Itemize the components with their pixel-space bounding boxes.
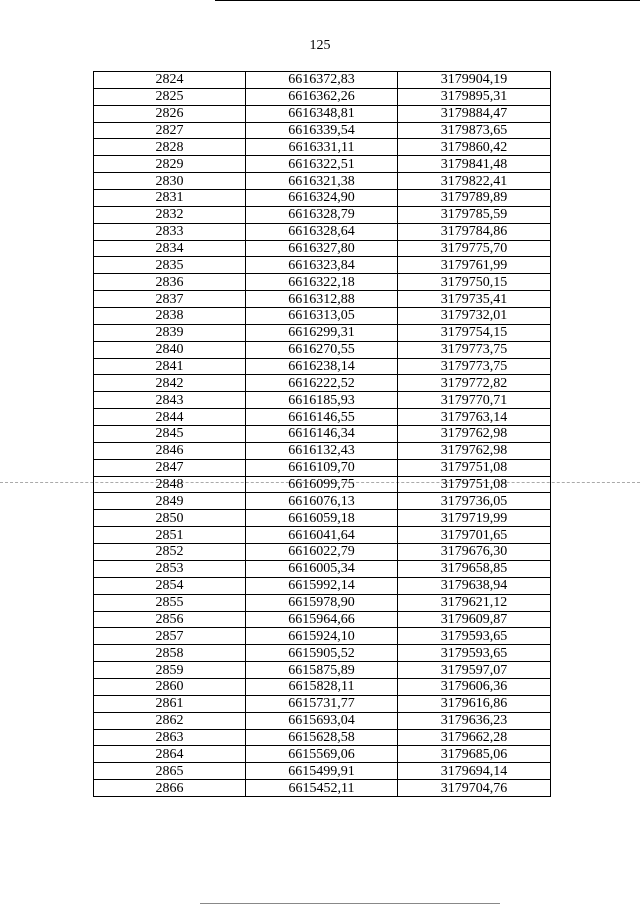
point-number-cell: 2826 bbox=[94, 105, 246, 122]
point-number-cell: 2865 bbox=[94, 763, 246, 780]
y-coordinate-cell: 3179904,19 bbox=[398, 72, 551, 89]
x-coordinate-cell: 6616322,18 bbox=[246, 274, 398, 291]
point-number-cell: 2832 bbox=[94, 206, 246, 223]
x-coordinate-cell: 6616331,11 bbox=[246, 139, 398, 156]
y-coordinate-cell: 3179770,71 bbox=[398, 392, 551, 409]
x-coordinate-cell: 6615924,10 bbox=[246, 628, 398, 645]
y-coordinate-cell: 3179736,05 bbox=[398, 493, 551, 510]
x-coordinate-cell: 6616328,64 bbox=[246, 223, 398, 240]
point-number-cell: 2859 bbox=[94, 662, 246, 679]
page-number: 125 bbox=[309, 38, 331, 53]
y-coordinate-cell: 3179784,86 bbox=[398, 223, 551, 240]
table-row bbox=[94, 240, 551, 257]
table-row bbox=[94, 190, 551, 207]
x-coordinate-cell: 6616322,51 bbox=[246, 156, 398, 173]
point-number-cell: 2848 bbox=[94, 476, 246, 493]
point-number-cell: 2853 bbox=[94, 560, 246, 577]
x-coordinate-cell: 6616109,70 bbox=[246, 459, 398, 476]
y-coordinate-cell: 3179609,87 bbox=[398, 611, 551, 628]
table-row bbox=[94, 746, 551, 763]
point-number-cell: 2831 bbox=[94, 190, 246, 207]
x-coordinate-cell: 6616348,81 bbox=[246, 105, 398, 122]
y-coordinate-cell: 3179597,07 bbox=[398, 662, 551, 679]
x-coordinate-cell: 6616076,13 bbox=[246, 493, 398, 510]
point-number-cell: 2851 bbox=[94, 527, 246, 544]
table-row bbox=[94, 628, 551, 645]
table-row bbox=[94, 476, 551, 493]
x-coordinate-cell: 6615875,89 bbox=[246, 662, 398, 679]
point-number-cell: 2847 bbox=[94, 459, 246, 476]
y-coordinate-cell: 3179754,15 bbox=[398, 324, 551, 341]
x-coordinate-cell: 6616005,34 bbox=[246, 560, 398, 577]
table-row bbox=[94, 308, 551, 325]
table-row bbox=[94, 527, 551, 544]
coordinates-table-body bbox=[94, 72, 551, 797]
point-number-cell: 2864 bbox=[94, 746, 246, 763]
y-coordinate-cell: 3179773,75 bbox=[398, 341, 551, 358]
y-coordinate-cell: 3179762,98 bbox=[398, 426, 551, 443]
x-coordinate-cell: 6616238,14 bbox=[246, 358, 398, 375]
y-coordinate-cell: 3179694,14 bbox=[398, 763, 551, 780]
x-coordinate-cell: 6615731,77 bbox=[246, 695, 398, 712]
y-coordinate-cell: 3179763,14 bbox=[398, 409, 551, 426]
table-row bbox=[94, 695, 551, 712]
x-coordinate-cell: 6616146,55 bbox=[246, 409, 398, 426]
x-coordinate-cell: 6616327,80 bbox=[246, 240, 398, 257]
point-number-cell: 2834 bbox=[94, 240, 246, 257]
y-coordinate-cell: 3179773,75 bbox=[398, 358, 551, 375]
point-number-cell: 2854 bbox=[94, 577, 246, 594]
x-coordinate-cell: 6616059,18 bbox=[246, 510, 398, 527]
y-coordinate-cell: 3179822,41 bbox=[398, 173, 551, 190]
table-row bbox=[94, 442, 551, 459]
x-coordinate-cell: 6616299,31 bbox=[246, 324, 398, 341]
y-coordinate-cell: 3179593,65 bbox=[398, 628, 551, 645]
y-coordinate-cell: 3179750,15 bbox=[398, 274, 551, 291]
y-coordinate-cell: 3179735,41 bbox=[398, 291, 551, 308]
table-row bbox=[94, 358, 551, 375]
top-rule bbox=[215, 0, 640, 1]
point-number-cell: 2833 bbox=[94, 223, 246, 240]
y-coordinate-cell: 3179704,76 bbox=[398, 780, 551, 797]
y-coordinate-cell: 3179621,12 bbox=[398, 594, 551, 611]
table-row bbox=[94, 426, 551, 443]
table-row bbox=[94, 88, 551, 105]
table-row bbox=[94, 173, 551, 190]
y-coordinate-cell: 3179719,99 bbox=[398, 510, 551, 527]
y-coordinate-cell: 3179732,01 bbox=[398, 308, 551, 325]
x-coordinate-cell: 6615978,90 bbox=[246, 594, 398, 611]
point-number-cell: 2837 bbox=[94, 291, 246, 308]
x-coordinate-cell: 6616313,05 bbox=[246, 308, 398, 325]
coordinates-table bbox=[93, 71, 551, 797]
y-coordinate-cell: 3179606,36 bbox=[398, 678, 551, 695]
table-row bbox=[94, 510, 551, 527]
x-coordinate-cell: 6616372,83 bbox=[246, 72, 398, 89]
y-coordinate-cell: 3179884,47 bbox=[398, 105, 551, 122]
point-number-cell: 2849 bbox=[94, 493, 246, 510]
table-row bbox=[94, 122, 551, 139]
point-number-cell: 2857 bbox=[94, 628, 246, 645]
y-coordinate-cell: 3179593,65 bbox=[398, 645, 551, 662]
table-row bbox=[94, 324, 551, 341]
x-coordinate-cell: 6615992,14 bbox=[246, 577, 398, 594]
point-number-cell: 2850 bbox=[94, 510, 246, 527]
x-coordinate-cell: 6615905,52 bbox=[246, 645, 398, 662]
table-row bbox=[94, 611, 551, 628]
x-coordinate-cell: 6615828,11 bbox=[246, 678, 398, 695]
x-coordinate-cell: 6616270,55 bbox=[246, 341, 398, 358]
x-coordinate-cell: 6616323,84 bbox=[246, 257, 398, 274]
point-number-cell: 2828 bbox=[94, 139, 246, 156]
x-coordinate-cell: 6615964,66 bbox=[246, 611, 398, 628]
table-row bbox=[94, 375, 551, 392]
point-number-cell: 2836 bbox=[94, 274, 246, 291]
y-coordinate-cell: 3179662,28 bbox=[398, 729, 551, 746]
x-coordinate-cell: 6615693,04 bbox=[246, 712, 398, 729]
point-number-cell: 2855 bbox=[94, 594, 246, 611]
table-row bbox=[94, 560, 551, 577]
table-row bbox=[94, 139, 551, 156]
point-number-cell: 2852 bbox=[94, 544, 246, 561]
table-row bbox=[94, 257, 551, 274]
table-row bbox=[94, 459, 551, 476]
point-number-cell: 2838 bbox=[94, 308, 246, 325]
point-number-cell: 2863 bbox=[94, 729, 246, 746]
point-number-cell: 2830 bbox=[94, 173, 246, 190]
y-coordinate-cell: 3179860,42 bbox=[398, 139, 551, 156]
y-coordinate-cell: 3179701,65 bbox=[398, 527, 551, 544]
x-coordinate-cell: 6616041,64 bbox=[246, 527, 398, 544]
point-number-cell: 2825 bbox=[94, 88, 246, 105]
table-row bbox=[94, 341, 551, 358]
y-coordinate-cell: 3179685,06 bbox=[398, 746, 551, 763]
table-row bbox=[94, 544, 551, 561]
x-coordinate-cell: 6615628,58 bbox=[246, 729, 398, 746]
y-coordinate-cell: 3179636,23 bbox=[398, 712, 551, 729]
point-number-cell: 2861 bbox=[94, 695, 246, 712]
point-number-cell: 2840 bbox=[94, 341, 246, 358]
bottom-rule bbox=[200, 903, 500, 904]
table-row bbox=[94, 712, 551, 729]
table-row bbox=[94, 763, 551, 780]
table-row bbox=[94, 729, 551, 746]
y-coordinate-cell: 3179895,31 bbox=[398, 88, 551, 105]
table-row bbox=[94, 780, 551, 797]
x-coordinate-cell: 6615499,91 bbox=[246, 763, 398, 780]
point-number-cell: 2862 bbox=[94, 712, 246, 729]
table-row bbox=[94, 156, 551, 173]
y-coordinate-cell: 3179775,70 bbox=[398, 240, 551, 257]
x-coordinate-cell: 6615452,11 bbox=[246, 780, 398, 797]
table-row bbox=[94, 105, 551, 122]
y-coordinate-cell: 3179785,59 bbox=[398, 206, 551, 223]
x-coordinate-cell: 6616312,88 bbox=[246, 291, 398, 308]
point-number-cell: 2844 bbox=[94, 409, 246, 426]
x-coordinate-cell: 6616022,79 bbox=[246, 544, 398, 561]
table-row bbox=[94, 493, 551, 510]
x-coordinate-cell: 6616362,26 bbox=[246, 88, 398, 105]
point-number-cell: 2860 bbox=[94, 678, 246, 695]
y-coordinate-cell: 3179676,30 bbox=[398, 544, 551, 561]
table-row bbox=[94, 274, 551, 291]
y-coordinate-cell: 3179616,86 bbox=[398, 695, 551, 712]
point-number-cell: 2845 bbox=[94, 426, 246, 443]
x-coordinate-cell: 6615569,06 bbox=[246, 746, 398, 763]
point-number-cell: 2846 bbox=[94, 442, 246, 459]
x-coordinate-cell: 6616099,75 bbox=[246, 476, 398, 493]
y-coordinate-cell: 3179658,85 bbox=[398, 560, 551, 577]
point-number-cell: 2841 bbox=[94, 358, 246, 375]
table-row bbox=[94, 291, 551, 308]
point-number-cell: 2827 bbox=[94, 122, 246, 139]
point-number-cell: 2842 bbox=[94, 375, 246, 392]
table-row bbox=[94, 678, 551, 695]
x-coordinate-cell: 6616222,52 bbox=[246, 375, 398, 392]
table-row bbox=[94, 645, 551, 662]
y-coordinate-cell: 3179873,65 bbox=[398, 122, 551, 139]
y-coordinate-cell: 3179761,99 bbox=[398, 257, 551, 274]
table-row bbox=[94, 206, 551, 223]
point-number-cell: 2824 bbox=[94, 72, 246, 89]
table-row bbox=[94, 577, 551, 594]
table-row bbox=[94, 392, 551, 409]
table-row bbox=[94, 72, 551, 89]
x-coordinate-cell: 6616339,54 bbox=[246, 122, 398, 139]
y-coordinate-cell: 3179841,48 bbox=[398, 156, 551, 173]
point-number-cell: 2835 bbox=[94, 257, 246, 274]
x-coordinate-cell: 6616328,79 bbox=[246, 206, 398, 223]
x-coordinate-cell: 6616321,38 bbox=[246, 173, 398, 190]
point-number-cell: 2843 bbox=[94, 392, 246, 409]
y-coordinate-cell: 3179772,82 bbox=[398, 375, 551, 392]
point-number-cell: 2829 bbox=[94, 156, 246, 173]
x-coordinate-cell: 6616132,43 bbox=[246, 442, 398, 459]
x-coordinate-cell: 6616324,90 bbox=[246, 190, 398, 207]
y-coordinate-cell: 3179762,98 bbox=[398, 442, 551, 459]
table-row bbox=[94, 223, 551, 240]
x-coordinate-cell: 6616146,34 bbox=[246, 426, 398, 443]
y-coordinate-cell: 3179789,89 bbox=[398, 190, 551, 207]
x-coordinate-cell: 6616185,93 bbox=[246, 392, 398, 409]
y-coordinate-cell: 3179751,08 bbox=[398, 459, 551, 476]
point-number-cell: 2866 bbox=[94, 780, 246, 797]
table-row bbox=[94, 594, 551, 611]
point-number-cell: 2858 bbox=[94, 645, 246, 662]
table-row bbox=[94, 662, 551, 679]
point-number-cell: 2856 bbox=[94, 611, 246, 628]
y-coordinate-cell: 3179751,08 bbox=[398, 476, 551, 493]
y-coordinate-cell: 3179638,94 bbox=[398, 577, 551, 594]
point-number-cell: 2839 bbox=[94, 324, 246, 341]
table-row bbox=[94, 409, 551, 426]
